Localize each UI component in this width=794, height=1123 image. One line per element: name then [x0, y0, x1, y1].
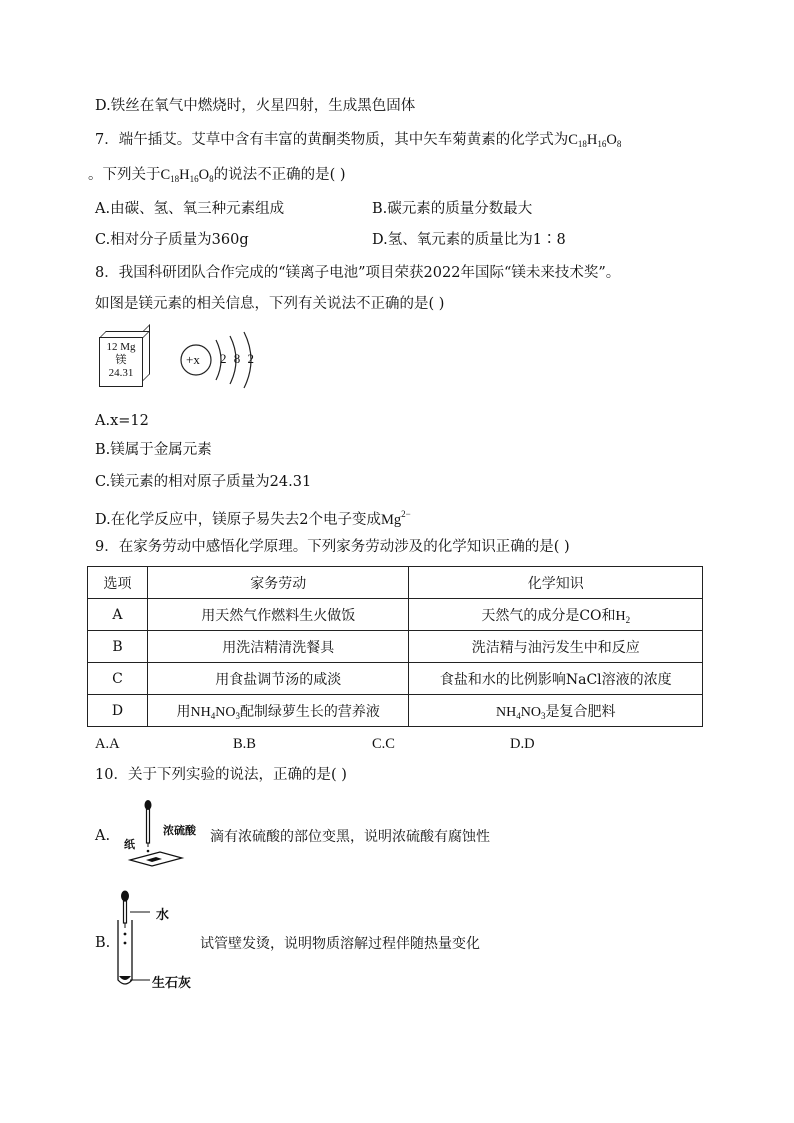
q8-option-d: D.在化学反应中，镁原子易失去2个电子变成$Mg^{2-}$ [95, 509, 411, 528]
table-cell: 用食盐调节汤的咸淡 [147, 663, 409, 695]
element-name: 镁 [115, 354, 127, 366]
element-mass: 24.31 [108, 367, 134, 379]
table-cell: A [88, 599, 148, 631]
table-cell: 用$NH_4NO_3$配制绿萝生长的营养液 [147, 695, 409, 727]
q7-stem [95, 130, 621, 154]
label-quicklime: 生石灰 [152, 976, 192, 991]
q7-stem-line2: 。下列关于$C_{18}H_{16}O_8$的说法不正确的是( ) [88, 167, 346, 184]
q8-option-a: A.x=12 [95, 413, 149, 429]
q7-option-d: D.氢、氧元素的质量比为1∶8 [372, 232, 566, 248]
electron-shells: 2 8 2 [220, 351, 256, 366]
q9-table [87, 566, 703, 727]
label-water: 水 [156, 908, 170, 923]
q9-answer-d: D.D [510, 736, 535, 752]
q9-stem: 9．在家务劳动中感悟化学原理。下列家务劳动涉及的化学知识正确的是( ) [95, 539, 570, 555]
q7-option-c: C.相对分子质量为360g [95, 232, 249, 248]
nucleus-charge: +x [186, 352, 200, 367]
table-cell: 用洗洁精清洗餐具 [147, 631, 409, 663]
table-cell: 天然气的成分是CO和$H_2$ [409, 599, 703, 631]
table-cell: $NH_4NO_3$是复合肥料 [409, 695, 703, 727]
element-number-symbol: 12 Mg [106, 341, 136, 353]
table-row [88, 695, 703, 727]
q9-answer-b: B.B [233, 736, 256, 752]
q10-option-b-text: 试管壁发烫，说明物质溶解过程伴随热量变化 [200, 936, 480, 952]
q7-option-a: A.由碳、氢、氧三种元素组成 [95, 201, 285, 217]
mg-ion: $Mg^{2-}$ [380, 509, 411, 528]
q8-option-c: C.镁元素的相对原子质量为24.31 [95, 474, 312, 490]
nh4no3-formula: $NH_4NO_3$ [190, 704, 240, 721]
q10-option-a-label: A. [95, 828, 111, 844]
table-cell: B [88, 631, 148, 663]
q7-formula-inline: $C_{18}H_{16}O_8$ [160, 167, 214, 184]
table-header: 选项 [88, 567, 148, 599]
table-cell: D [88, 695, 148, 727]
table-cell: 用天然气作燃料生火做饭 [147, 599, 409, 631]
q8-stem-line1: 8．我国科研团队合作完成的“镁离子电池”项目荣获2022年国际“镁未来技术奖”。 [95, 265, 621, 281]
table-header-row [88, 567, 703, 599]
table-row [88, 631, 703, 663]
q9-answer-c: C.C [372, 736, 395, 752]
q10-stem: 10．关于下列实验的说法，正确的是( ) [95, 767, 347, 783]
table-cell: 食盐和水的比例影响NaCl溶液的浓度 [409, 663, 703, 695]
q10-option-a-text: 滴有浓硫酸的部位变黑，说明浓硫酸有腐蚀性 [210, 829, 490, 845]
q8-option-b: B.镁属于金属元素 [95, 442, 212, 458]
periodic-element-cell [99, 337, 143, 387]
table-header: 化学知识 [409, 567, 703, 599]
q9-answer-a: A.A [95, 736, 120, 752]
q8-stem-line2: 如图是镁元素的相关信息，下列有关说法不正确的是( ) [95, 296, 445, 312]
table-row [88, 599, 703, 631]
table-row [88, 663, 703, 695]
table-cell: 洗洁精与油污发生中和反应 [409, 631, 703, 663]
label-conc-sulfuric-acid: 浓硫酸 [163, 824, 196, 837]
q7-formula: $C_{18}H_{16}O_8$ [568, 132, 622, 149]
table-header: 家务劳动 [147, 567, 409, 599]
label-paper: 纸 [124, 838, 135, 851]
table-cell: C [88, 663, 148, 695]
q10-option-b-label: B. [95, 935, 111, 951]
q7-stem-text: 7．端午插艾。艾草中含有丰富的黄酮类物质，其中矢车菊黄素的化学式为 [95, 132, 569, 148]
q7-option-b: B.碳元素的质量分数最大 [372, 201, 533, 217]
q6-option-d: D.铁丝在氧气中燃烧时，火星四射，生成黑色固体 [95, 98, 416, 114]
